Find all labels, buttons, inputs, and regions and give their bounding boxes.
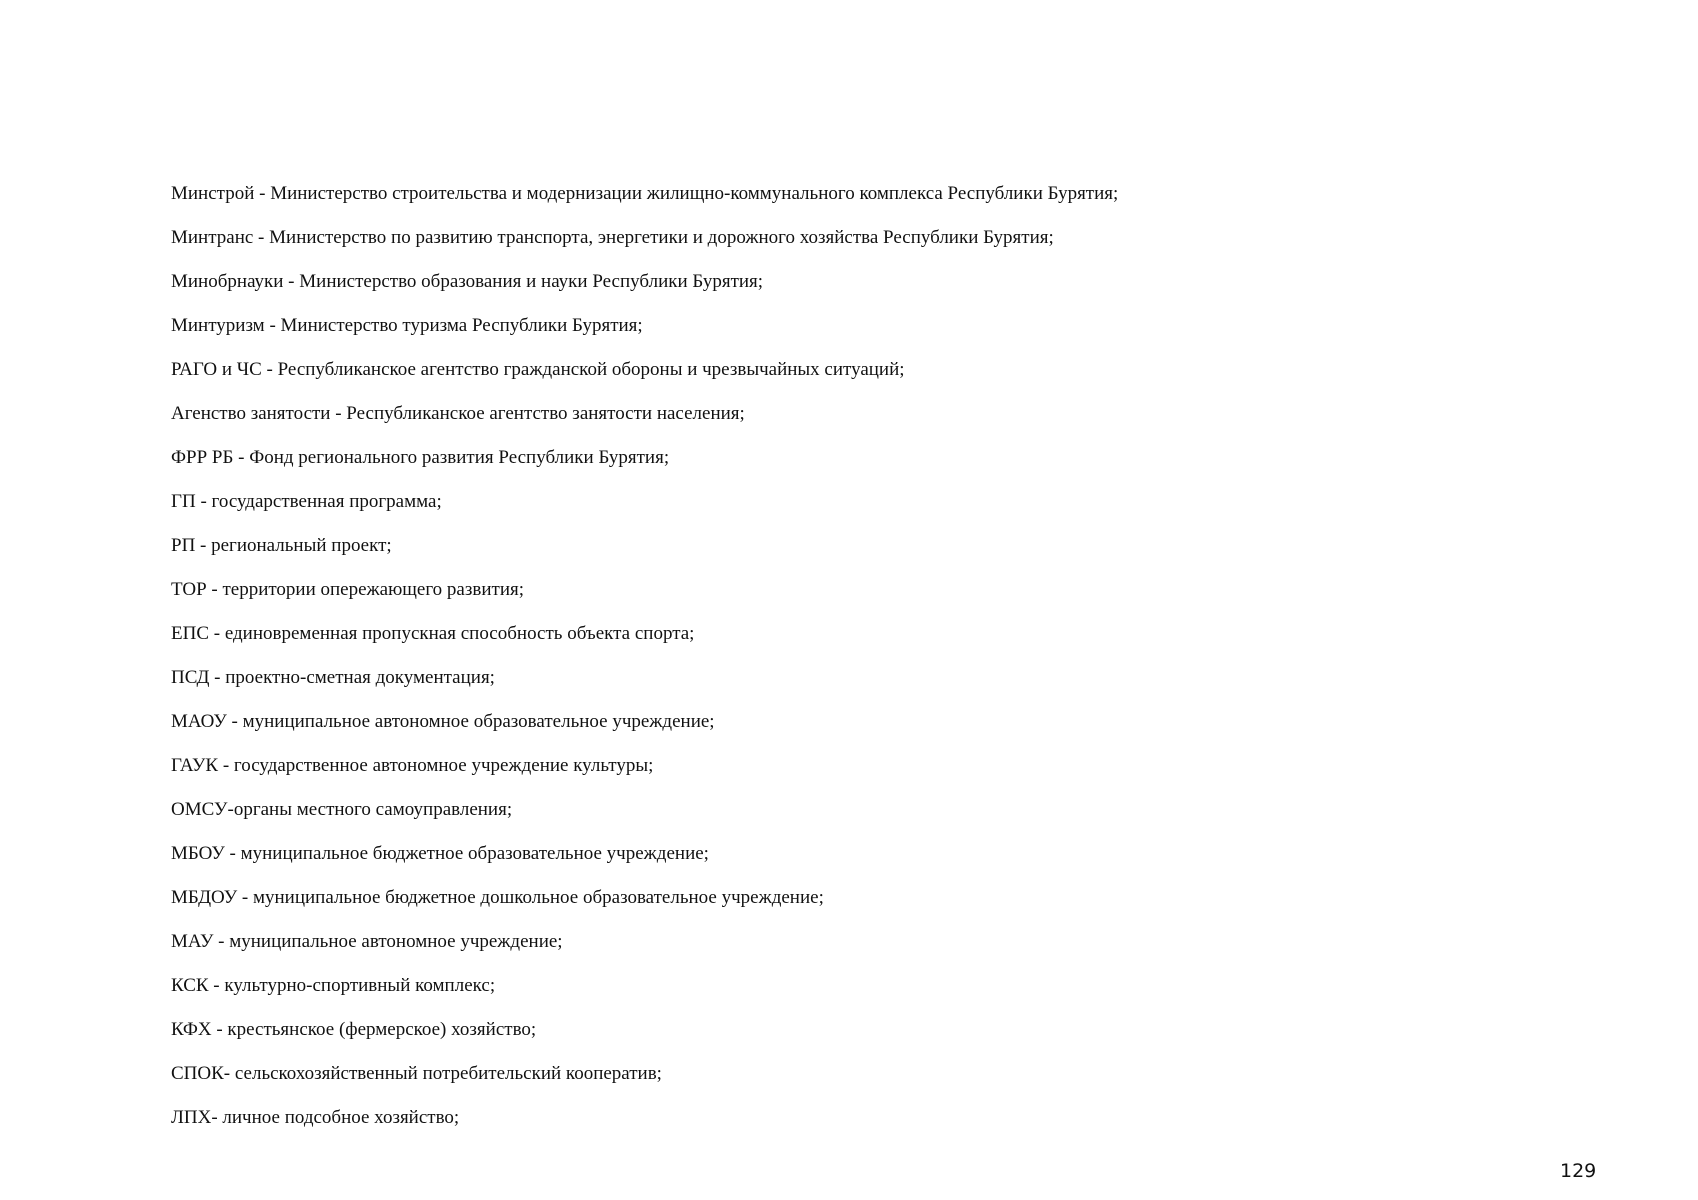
- abbreviation-item: МБДОУ - муниципальное бюджетное дошкольное образовательное учреждение;: [171, 887, 824, 908]
- abbreviation-item: КФХ - крестьянское (фермерское) хозяйство;: [171, 1019, 537, 1040]
- abbreviation-item: ТОР - территории опережающего развития;: [171, 579, 525, 600]
- abbreviation-item: ОМСУ-органы местного самоуправления;: [171, 799, 513, 820]
- abbreviation-item: РП - региональный проект;: [171, 535, 392, 556]
- abbreviation-item: МАОУ - муниципальное автономное образовательное учреждение;: [171, 711, 715, 732]
- abbreviation-item: ПСД - проектно-сметная документация;: [171, 667, 495, 688]
- abbreviation-item: РАГО и ЧС - Республиканское агентство гражданской обороны и чрезвычайных ситуаций;: [171, 359, 905, 380]
- abbreviation-item: Минтранс - Министерство по развитию транспорта, энергетики и дорожного хозяйства Республики Бурятия;: [171, 227, 1054, 248]
- abbreviation-item: КСК - культурно-спортивный комплекс;: [171, 975, 496, 996]
- abbreviation-item: Минтуризм - Министерство туризма Республики Бурятия;: [171, 315, 643, 336]
- abbreviation-item: ЛПХ- личное подсобное хозяйство;: [171, 1107, 460, 1128]
- page-number: 129: [1560, 1160, 1597, 1182]
- abbreviation-list: [171, 172, 1471, 1140]
- abbreviation-item: ГП - государственная программа;: [171, 491, 442, 512]
- abbreviation-item: ГАУК - государственное автономное учреждение культуры;: [171, 755, 654, 776]
- abbreviation-item: ЕПС - единовременная пропускная способность объекта спорта;: [171, 623, 695, 644]
- abbreviation-item: Минобрнауки - Министерство образования и науки Республики Бурятия;: [171, 271, 764, 292]
- abbreviation-item: ФРР РБ - Фонд регионального развития Республики Бурятия;: [171, 447, 670, 468]
- abbreviation-item: СПОК- сельскохозяйственный потребительский кооператив;: [171, 1063, 662, 1084]
- abbreviation-item: МБОУ - муниципальное бюджетное образовательное учреждение;: [171, 843, 709, 864]
- abbreviation-item: Минстрой - Министерство строительства и модернизации жилищно-коммунального комплекса Республики Бурятия;: [171, 183, 1119, 204]
- abbreviation-item: Агенство занятости - Республиканское агентство занятости населения;: [171, 403, 745, 424]
- abbreviation-item: МАУ - муниципальное автономное учреждение;: [171, 931, 563, 952]
